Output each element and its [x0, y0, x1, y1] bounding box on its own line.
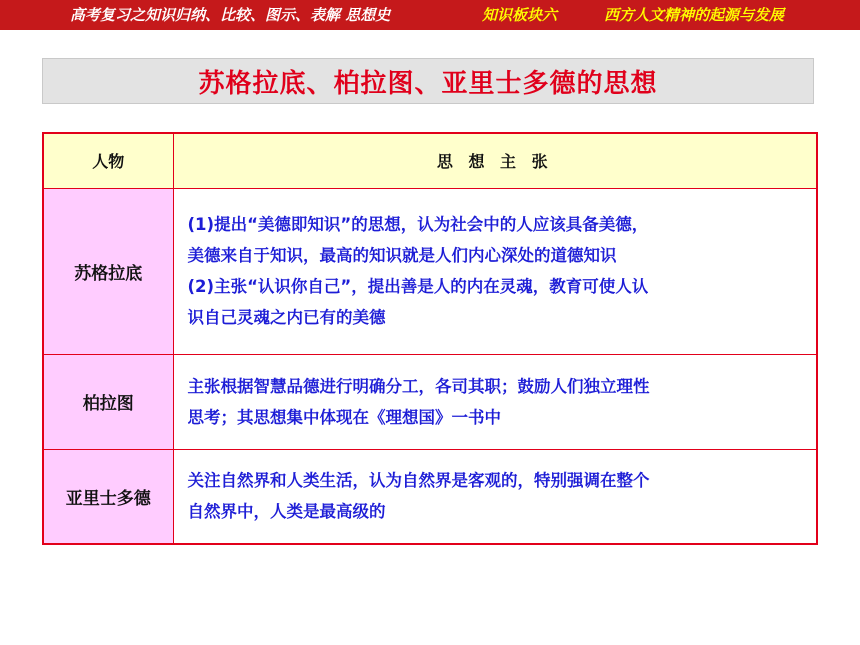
page-title: 苏格拉底、柏拉图、亚里士多德的思想 — [198, 68, 658, 99]
person-cell-socrates: 苏格拉底 — [43, 188, 173, 354]
idea-line: 主张根据智慧品德进行明确分工，各司其职；鼓励人们独立理性 — [187, 376, 650, 396]
ideas-cell-aristotle — [173, 449, 817, 544]
idea-line: 识自己灵魂之内已有的美德 — [187, 308, 386, 327]
table-row — [43, 354, 817, 449]
header-module-label: 知识板块六 — [482, 6, 558, 24]
page-title-box — [42, 58, 814, 104]
thought-comparison-table — [42, 132, 818, 545]
column-header-ideas: 思 想 主 张 — [173, 133, 817, 188]
column-header-person: 人物 — [43, 133, 173, 188]
idea-line: (2)主张“认识你自己”，提出善是人的内在灵魂，教育可使人认 — [187, 277, 649, 296]
table-header-row — [43, 133, 817, 188]
idea-line: 自然界中，人类是最高级的 — [187, 502, 386, 522]
ideas-cell-plato — [173, 354, 817, 449]
idea-line: 思考；其思想集中体现在《理想国》一书中 — [187, 407, 501, 427]
ideas-cell-socrates — [173, 188, 817, 354]
header-topic-label: 西方人文精神的起源与发展 — [604, 6, 785, 24]
idea-line: (1)提出“美德即知识”的思想，认为社会中的人应该具备美德， — [187, 215, 649, 234]
table-row — [43, 188, 817, 354]
person-cell-aristotle: 亚里士多德 — [43, 449, 173, 544]
header-bar — [0, 0, 860, 30]
idea-line: 关注自然界和人类生活，认为自然界是客观的，特别强调在整个 — [187, 471, 650, 491]
idea-line: 美德来自于知识，最高的知识就是人们内心深处的道德知识 — [187, 246, 617, 265]
table-row — [43, 449, 817, 544]
person-cell-plato: 柏拉图 — [43, 354, 173, 449]
header-course-title: 高考复习之知识归纳、比较、图示、表解 思想史 — [70, 6, 391, 24]
